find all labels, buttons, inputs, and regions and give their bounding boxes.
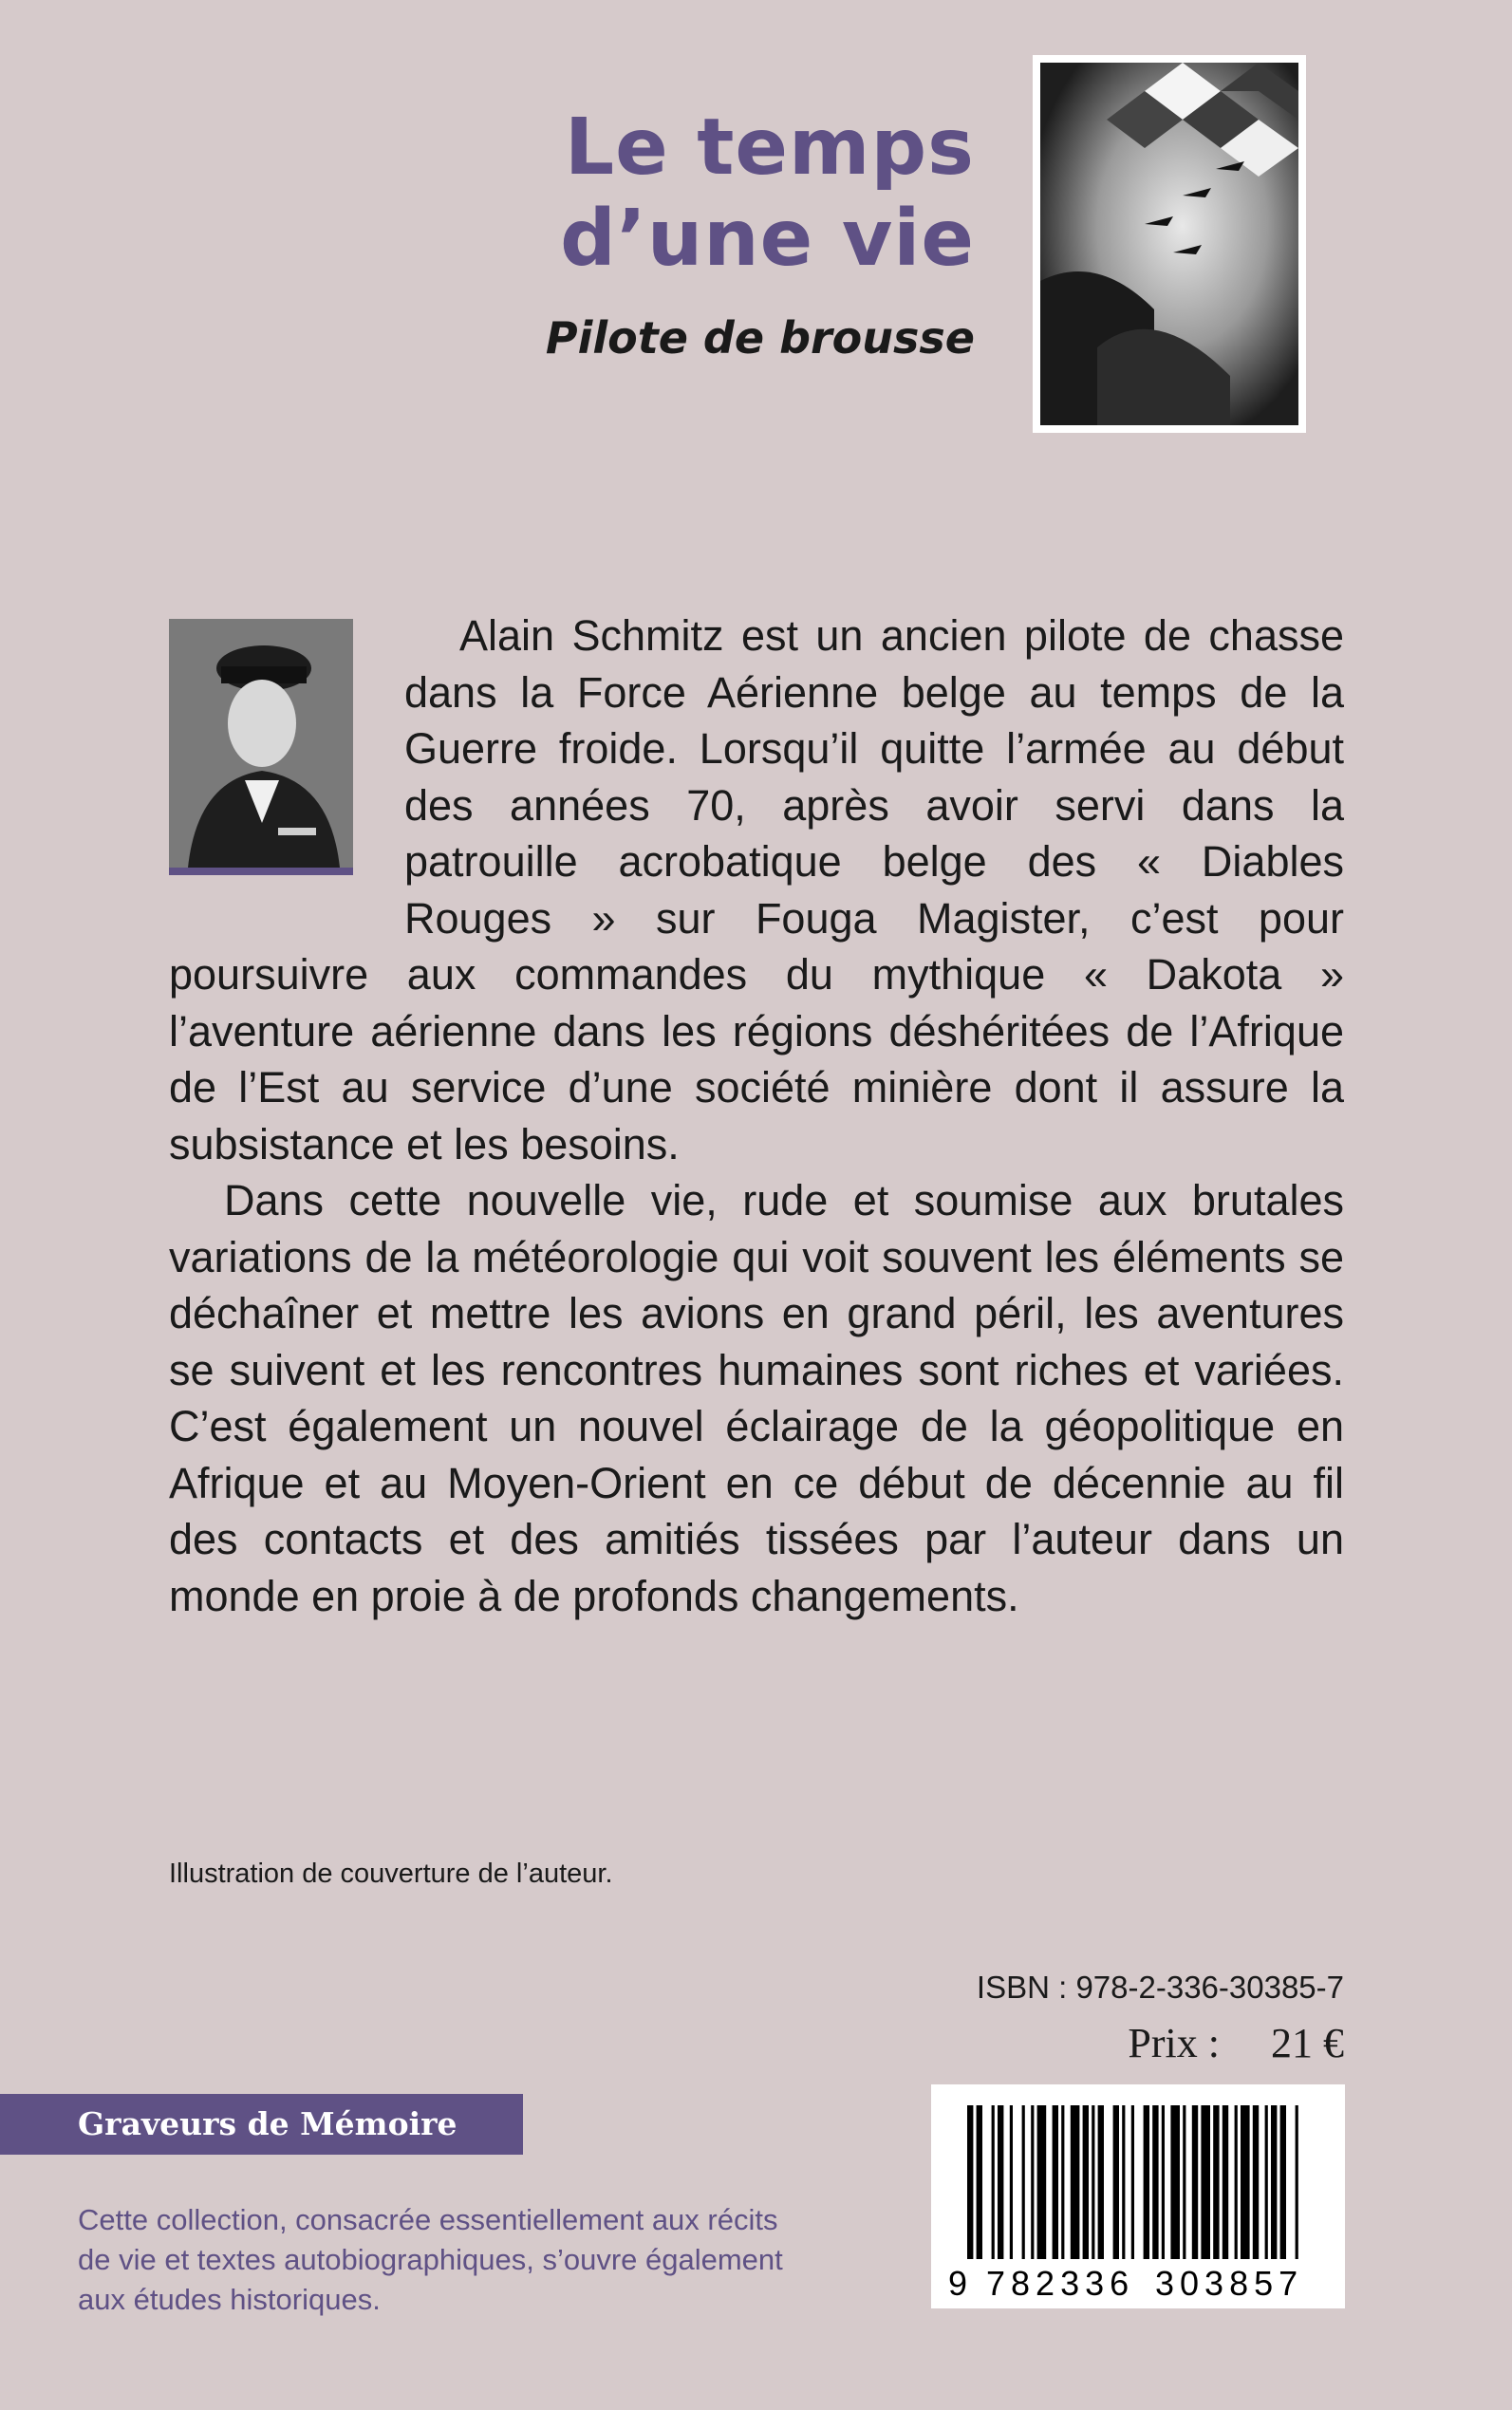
price <box>1128 2017 1344 2070</box>
barcode-bar <box>1144 2105 1149 2259</box>
book-title-line2: d’une vie <box>560 194 975 284</box>
collection-name-banner: Graveurs de Mémoire <box>0 2094 523 2155</box>
barcode-bar <box>1213 2105 1219 2259</box>
barcode-bars <box>967 2105 1298 2259</box>
barcode-bar <box>1092 2105 1094 2259</box>
book-subtitle: Pilote de brousse <box>545 312 975 364</box>
price-label: Prix : <box>1128 2020 1220 2066</box>
barcode-bar <box>1223 2105 1228 2259</box>
barcode-bar <box>1061 2105 1064 2259</box>
barcode-bar <box>1183 2105 1185 2259</box>
barcode-bar <box>1122 2105 1125 2259</box>
price-value: 21 € <box>1271 2020 1344 2066</box>
barcode-bar <box>1253 2105 1259 2259</box>
barcode-digits-group2: 303857 <box>1155 2264 1304 2303</box>
barcode-bar <box>1296 2105 1298 2259</box>
barcode-bar <box>1192 2105 1198 2259</box>
barcode-bar <box>1131 2105 1134 2259</box>
barcode-bar <box>1053 2105 1058 2259</box>
barcode-digit-lead: 9 <box>948 2264 968 2303</box>
barcode-bar <box>1098 2105 1104 2259</box>
cover-photo-helmet-reflection <box>1033 55 1306 433</box>
barcode-bar <box>998 2105 1003 2259</box>
barcode-bar <box>1265 2105 1268 2259</box>
barcode <box>931 2084 1345 2308</box>
barcode-bar <box>1071 2105 1080 2259</box>
barcode-bar <box>1235 2105 1238 2259</box>
summary-paragraph-2: Dans cette nouvelle vie, rude et soumise aux brutales variations de la météorologie qui voit souvent les éléments se déchaîner et mettre les avions en grand péril, les aventures se suivent et les rencontres humaines sont riches et variées. C’est également un nouvel éclairage de la géopolitique en Afrique et au Moyen-Orient en ce début de décennie au fil des contacts et des amitiés tissées par l’auteur dans un monde en proie à de profonds changements. <box>169 1176 1344 1620</box>
barcode-digits-group1: 782336 <box>986 2264 1135 2303</box>
collection-description: Cette collection, consacrée essentiellement aux récits de vie et textes autobiographiques, s’ouvre également aux études historiques. <box>78 2203 783 2316</box>
barcode-bar <box>967 2105 973 2259</box>
barcode-bar <box>1022 2105 1025 2259</box>
barcode-bar <box>992 2105 995 2259</box>
barcode-bar <box>1162 2105 1165 2259</box>
barcode-bar <box>1170 2105 1180 2259</box>
book-title <box>310 103 975 285</box>
barcode-bar <box>1010 2105 1013 2259</box>
barcode-bar <box>1201 2105 1210 2259</box>
barcode-bar <box>1280 2105 1286 2259</box>
barcode-bar <box>1083 2105 1089 2259</box>
book-summary <box>169 607 1344 1624</box>
barcode-bar <box>1113 2105 1119 2259</box>
barcode-bar <box>1152 2105 1158 2259</box>
isbn-number: ISBN : 978-2-336-30385-7 <box>976 1970 1344 2005</box>
barcode-bar <box>1037 2105 1047 2259</box>
barcode-bar <box>977 2105 982 2259</box>
book-title-line1: Le temps <box>564 103 975 193</box>
barcode-bar <box>1271 2105 1277 2259</box>
barcode-bar <box>1031 2105 1034 2259</box>
summary-paragraph-1: Alain Schmitz est un ancien pilote de chasse dans la Force Aérienne belge au temps de la Guerre froide. Lorsqu’il quitte l’armée au début des années 70, après avoir servi dans la patrouille acrobatique belge des « Diables Rouges » sur Fouga Magister, c’est pour poursuivre aux commandes du mythique « Dakota » l’aventure aérienne dans les régions déshéritées de l’Afrique de l’Est au service d’une société minière dont il assure la subsistance et les besoins. <box>169 611 1344 1168</box>
cover-illustration-credit: Illustration de couverture de l’auteur. <box>169 1859 613 1889</box>
barcode-bar <box>1241 2105 1250 2259</box>
